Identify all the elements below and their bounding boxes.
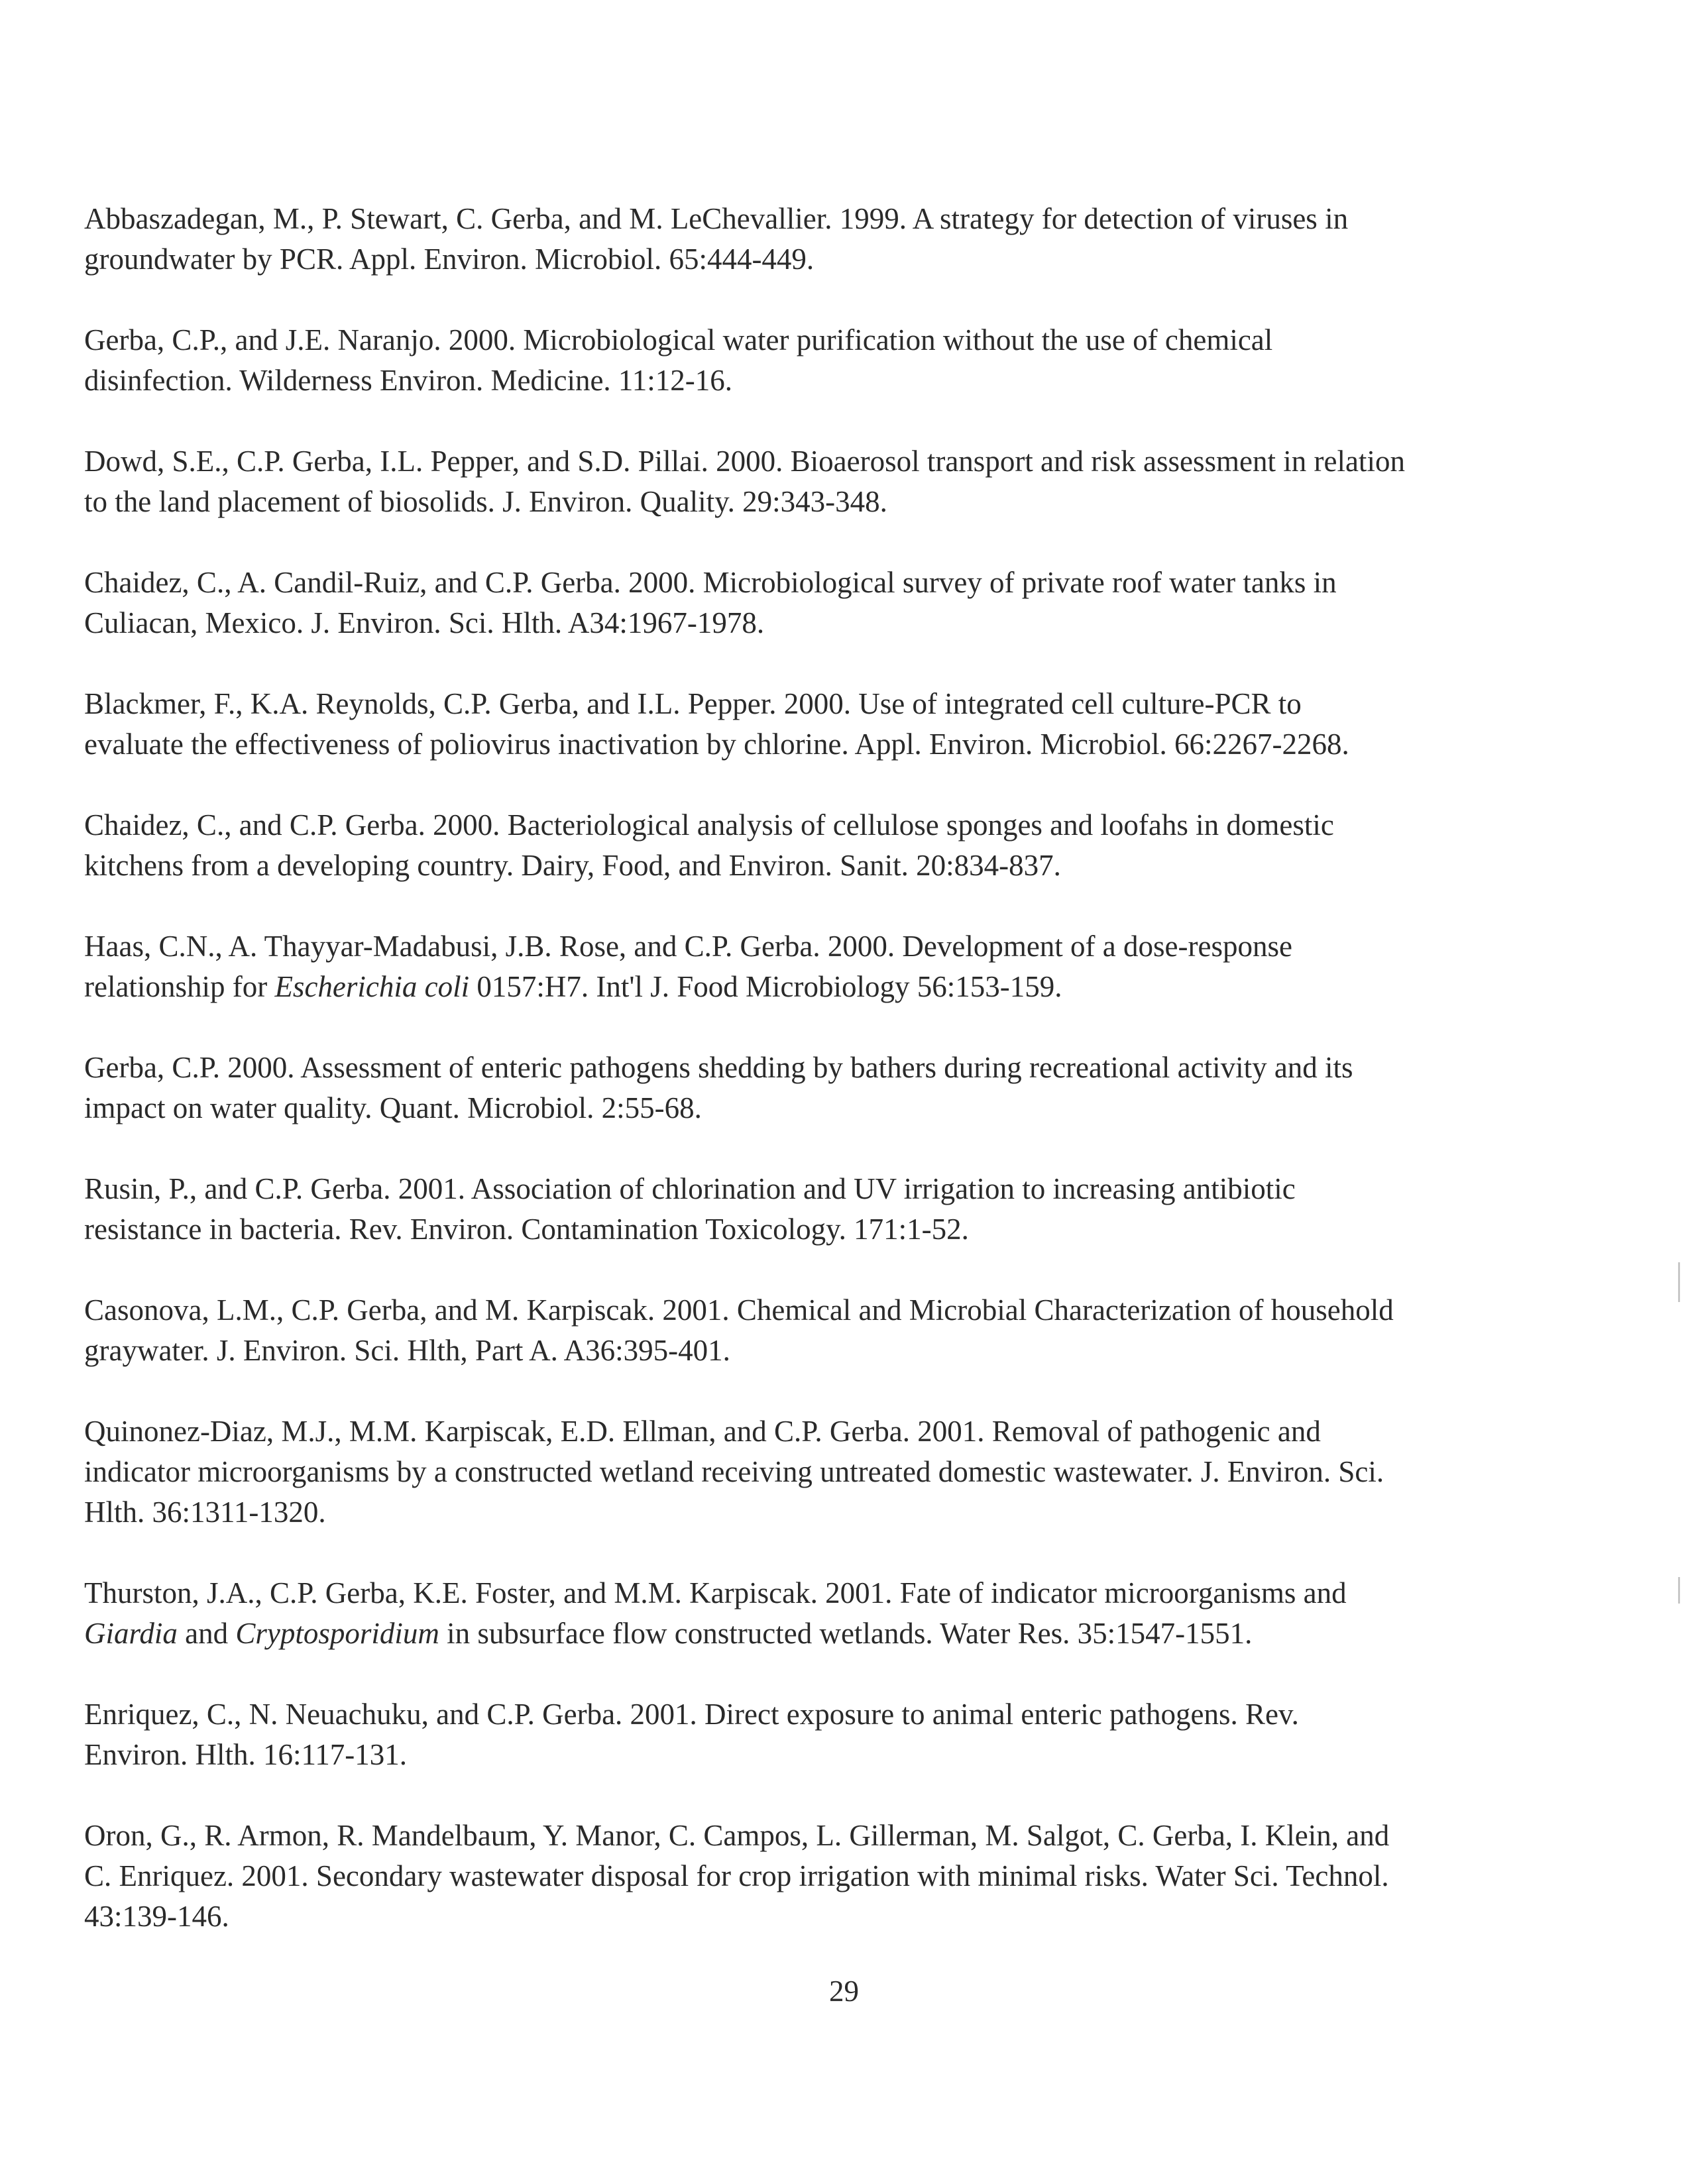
reference-line — [84, 1896, 1575, 1937]
reference-line — [84, 967, 1575, 1007]
reference-line — [84, 199, 1575, 239]
reference-text: in subsurface flow constructed wetlands. Water Res. 35:1547-1551. — [439, 1617, 1253, 1650]
reference-text: 43:139-146. — [84, 1900, 229, 1933]
page-number: 29 — [829, 1975, 859, 2008]
reference-text: resistance in bacteria. Rev. Environ. Contamination Toxicology. 171:1-52. — [84, 1213, 969, 1246]
reference-entry — [84, 320, 1575, 401]
reference-text: and — [177, 1617, 236, 1650]
reference-line — [84, 1573, 1575, 1613]
reference-line — [84, 482, 1575, 522]
reference-entry — [84, 199, 1575, 280]
reference-text: Chaidez, C., and C.P. Gerba. 2000. Bacteriological analysis of cellulose sponges and loofahs in domestic — [84, 808, 1334, 842]
reference-entry — [84, 1048, 1575, 1128]
reference-text: Blackmer, F., K.A. Reynolds, C.P. Gerba, and I.L. Pepper. 2000. Use of integrated cell culture-PCR to — [84, 687, 1302, 720]
reference-text: Gerba, C.P. 2000. Assessment of enteric pathogens shedding by bathers during recreational activity and its — [84, 1051, 1353, 1084]
reference-line — [84, 684, 1575, 724]
reference-line — [84, 1088, 1575, 1128]
reference-entry — [84, 1411, 1575, 1533]
reference-text: kitchens from a developing country. Dairy, Food, and Environ. Sanit. 20:834-837. — [84, 849, 1061, 882]
reference-entry — [84, 563, 1575, 643]
reference-text: Rusin, P., and C.P. Gerba. 2001. Association of chlorination and UV irrigation to increasing antibiotic — [84, 1172, 1296, 1205]
reference-line — [84, 360, 1575, 401]
italic-term: Giardia — [84, 1617, 178, 1650]
reference-text: Dowd, S.E., C.P. Gerba, I.L. Pepper, and S.D. Pillai. 2000. Bioaerosol transport and risk assessment in relation — [84, 445, 1405, 478]
reference-entry — [84, 441, 1575, 522]
reference-line — [84, 724, 1575, 765]
reference-entry — [84, 1169, 1575, 1250]
reference-line — [84, 441, 1575, 482]
reference-text: impact on water quality. Quant. Microbiol. 2:55-68. — [84, 1091, 702, 1124]
reference-line — [84, 846, 1575, 886]
reference-text: Culiacan, Mexico. J. Environ. Sci. Hlth. A34:1967-1978. — [84, 606, 765, 639]
reference-text: evaluate the effectiveness of poliovirus inactivation by chlorine. Appl. Environ. Microbiol. 66:2267-2268. — [84, 728, 1349, 761]
reference-line — [84, 1209, 1575, 1250]
reference-text: C. Enriquez. 2001. Secondary wastewater disposal for crop irrigation with minimal risks. Water Sci. Technol. — [84, 1859, 1389, 1892]
reference-text: Environ. Hlth. 16:117-131. — [84, 1738, 408, 1771]
reference-text: Abbaszadegan, M., P. Stewart, C. Gerba, and M. LeChevallier. 1999. A strategy for detection of viruses in — [84, 202, 1349, 235]
reference-text: relationship for — [84, 970, 275, 1003]
reference-text: groundwater by PCR. Appl. Environ. Microbiol. 65:444-449. — [84, 243, 815, 276]
reference-line — [84, 1452, 1575, 1492]
reference-line — [84, 1290, 1575, 1331]
reference-entry — [84, 1290, 1575, 1371]
reference-line — [84, 1331, 1575, 1371]
reference-line — [84, 1816, 1575, 1856]
reference-entry — [84, 1816, 1575, 1937]
reference-text: Haas, C.N., A. Thayyar-Madabusi, J.B. Rose, and C.P. Gerba. 2000. Development of a dose-response — [84, 930, 1292, 963]
scan-edge-mark — [1678, 1577, 1680, 1604]
scan-edge-mark — [1678, 1262, 1680, 1302]
reference-text: Chaidez, C., A. Candil-Ruiz, and C.P. Gerba. 2000. Microbiological survey of private roof water tanks in — [84, 566, 1337, 599]
reference-text: to the land placement of biosolids. J. Environ. Quality. 29:343-348. — [84, 485, 887, 518]
italic-term: Cryptosporidium — [235, 1617, 439, 1650]
reference-line — [84, 1169, 1575, 1209]
reference-text: Quinonez-Diaz, M.J., M.M. Karpiscak, E.D. Ellman, and C.P. Gerba. 2001. Removal of pathogenic and — [84, 1415, 1321, 1448]
reference-entry — [84, 926, 1575, 1007]
reference-text: indicator microorganisms by a constructed wetland receiving untreated domestic wastewater. J. Environ. Sci. — [84, 1455, 1384, 1488]
reference-text: graywater. J. Environ. Sci. Hlth, Part A. A36:395-401. — [84, 1334, 730, 1367]
reference-line — [84, 1048, 1575, 1088]
reference-entry — [84, 684, 1575, 765]
reference-line — [84, 1856, 1575, 1896]
reference-text: Casonova, L.M., C.P. Gerba, and M. Karpiscak. 2001. Chemical and Microbial Characterization of household — [84, 1293, 1394, 1327]
reference-text: 0157:H7. Int'l J. Food Microbiology 56:153-159. — [469, 970, 1062, 1003]
reference-line — [84, 320, 1575, 360]
reference-line — [84, 1735, 1575, 1775]
reference-line — [84, 1492, 1575, 1533]
reference-text: Enriquez, C., N. Neuachuku, and C.P. Gerba. 2001. Direct exposure to animal enteric pathogens. Rev. — [84, 1698, 1299, 1731]
italic-term: Escherichia coli — [274, 970, 470, 1003]
reference-line — [84, 1613, 1575, 1654]
reference-line — [84, 239, 1575, 280]
reference-text: disinfection. Wilderness Environ. Medicine. 11:12-16. — [84, 364, 733, 397]
reference-line — [84, 563, 1575, 603]
reference-line — [84, 805, 1575, 846]
reference-entry — [84, 805, 1575, 886]
reference-line — [84, 926, 1575, 967]
reference-text: Thurston, J.A., C.P. Gerba, K.E. Foster, and M.M. Karpiscak. 2001. Fate of indicator microorganisms and — [84, 1576, 1347, 1610]
reference-entry — [84, 1694, 1575, 1775]
reference-text: Oron, G., R. Armon, R. Mandelbaum, Y. Manor, C. Campos, L. Gillerman, M. Salgot, C. Gerba, I. Klein, and — [84, 1819, 1390, 1852]
reference-list — [84, 199, 1575, 1937]
reference-line — [84, 1411, 1575, 1452]
reference-line — [84, 1694, 1575, 1735]
reference-line — [84, 603, 1575, 643]
reference-text: Gerba, C.P., and J.E. Naranjo. 2000. Microbiological water purification without the use of chemical — [84, 323, 1273, 356]
reference-text: Hlth. 36:1311-1320. — [84, 1496, 326, 1529]
reference-entry — [84, 1573, 1575, 1654]
